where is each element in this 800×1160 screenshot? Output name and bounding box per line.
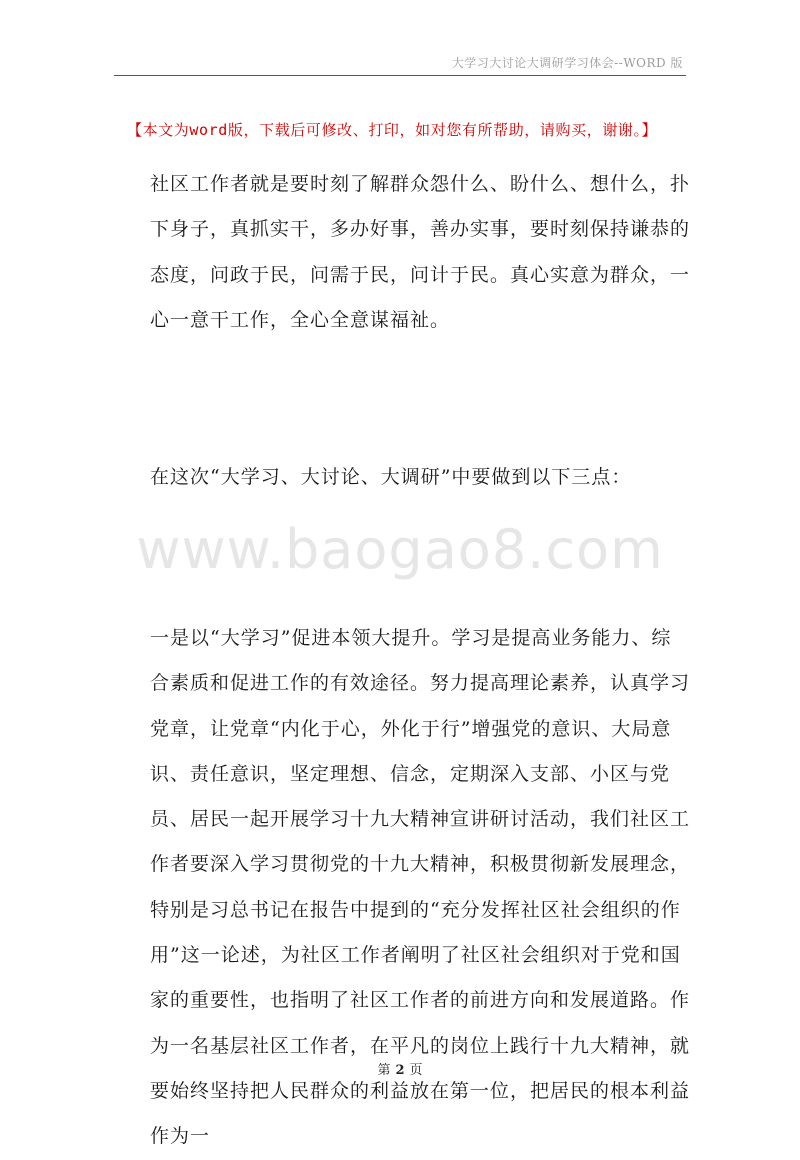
page-number-prefix: 第 (377, 1063, 391, 1078)
watermark: www.baogao8.com (136, 518, 664, 581)
page-number-value: 2 (395, 1063, 405, 1078)
header-title: 大学习大讨论大调研学习体会--WORD 版 (451, 56, 683, 70)
paragraph-1: 社区工作者就是要时刻了解群众怨什么、盼什么、想什么，扑下身子，真抓实干，多办好事，善办实事，要时刻保持谦恭的态度，问政于民，问需于民，问计于民。真心实意为群众，一心一意干工作，全心全意谋福祉。 (150, 173, 691, 331)
paragraph-2: 在这次“大学习、大讨论、大调研”中要做到以下三点： (150, 466, 632, 488)
download-notice: 【本文为word版，下载后可修改、打印，如对您有所帮助，请购买，谢谢。】 (127, 121, 658, 139)
paragraph-3: 一是以“大学习”促进本领大提升。学习是提高业务能力、综合素质和促进工作的有效途径。努力提高理论素养，认真学习党章，让党章“内化于心，外化于行”增强党的意识、大局意识、责任意识，坚定理想、信念，定期深入支部、小区与党员、居民一起开展学习十九大精神宣讲研讨活动，我们社区工作者要深入学习贯彻党的十九大精神，积极贯彻新发展理念，特别是习总书记在报告中提到的“充分发挥社区社会组织的作用”这一论述，为社区工作者阐明了社区社会组织对于党和国家的重要性，也指明了社区工作者的前进方向和发展道路。作为一名基层社区工作者，在平凡的岗位上践行十九大精神，就要始终坚持把人民群众的利益放在第一位，把居民的根本利益作为一 (150, 627, 691, 1148)
page-number (0, 1059, 800, 1078)
page-number-suffix: 页 (409, 1063, 423, 1078)
header-divider (114, 75, 686, 76)
